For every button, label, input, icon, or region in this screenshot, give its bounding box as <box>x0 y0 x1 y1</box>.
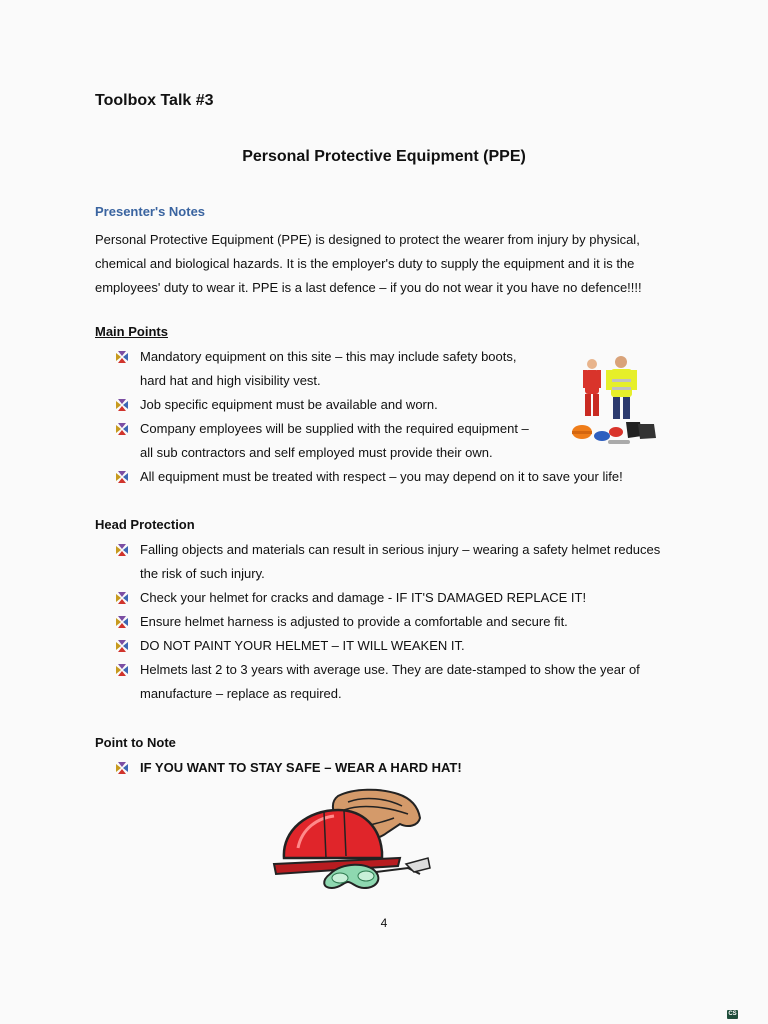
presenter-notes-text: Personal Protective Equipment (PPE) is designed to protect the wearer from injury by physical, chemical and biological hazards. It is the employer's duty to supply the equipment and it is the employees' duty to wear it. PPE is a last defence – if you do not wear it you have no defence!!!! <box>95 232 642 295</box>
list-item <box>116 634 676 658</box>
list-item <box>116 586 676 610</box>
list-item-text: Ensure helmet harness is adjusted to provide a comfortable and secure fit. <box>140 614 568 629</box>
list-item <box>116 465 680 489</box>
list-item-text: IF YOU WANT TO STAY SAFE – WEAR A HARD HAT! <box>140 760 462 775</box>
point-to-note-heading: Point to Note <box>95 735 176 750</box>
main-points-heading: Main Points <box>95 324 168 339</box>
list-item <box>116 538 676 586</box>
arrow-bullet-icon <box>116 471 128 483</box>
list-item-text: Company employees will be supplied with the required equipment – all sub contractors and self employed must provide their own. <box>140 421 529 460</box>
list-item-text: Job specific equipment must be available and worn. <box>140 397 438 412</box>
head-protection-heading: Head Protection <box>95 517 195 532</box>
list-item <box>116 610 676 634</box>
ppe-workers-illustration <box>568 352 660 452</box>
head-protection-list <box>116 538 676 706</box>
list-item <box>116 756 676 780</box>
arrow-bullet-icon <box>116 640 128 652</box>
list-item <box>116 417 536 465</box>
document-heading: Toolbox Talk #3 <box>95 92 214 109</box>
arrow-bullet-icon <box>116 399 128 411</box>
document-title: Personal Protective Equipment (PPE) <box>242 148 526 165</box>
list-item <box>116 658 676 706</box>
list-item-text: Mandatory equipment on this site – this may include safety boots, hard hat and high visibility vest. <box>140 349 517 388</box>
arrow-bullet-icon <box>116 423 128 435</box>
list-item <box>116 393 536 417</box>
hard-hat-gloves-goggles-illustration <box>268 788 436 896</box>
page-number: 4 <box>380 916 388 930</box>
list-item-text: Check your helmet for cracks and damage - IF IT'S DAMAGED REPLACE IT! <box>140 590 587 605</box>
arrow-bullet-icon <box>116 592 128 604</box>
point-to-note-list <box>116 756 676 780</box>
list-item <box>116 345 536 393</box>
arrow-bullet-icon <box>116 664 128 676</box>
cs-badge-icon: CS <box>728 1011 737 1017</box>
list-item-text: Helmets last 2 to 3 years with average use. They are date-stamped to show the year of manufacture – replace as required. <box>140 662 640 701</box>
list-item-text: DO NOT PAINT YOUR HELMET – IT WILL WEAKEN IT. <box>140 638 465 653</box>
arrow-bullet-icon <box>116 544 128 556</box>
list-item-text: Falling objects and materials can result in serious injury – wearing a safety helmet reduces the risk of such injury. <box>140 542 661 581</box>
arrow-bullet-icon <box>116 616 128 628</box>
arrow-bullet-icon <box>116 762 128 774</box>
presenter-notes-label: Presenter's Notes <box>95 204 206 219</box>
main-points-list <box>116 345 623 489</box>
list-item-text: All equipment must be treated with respect – you may depend on it to save your life! <box>140 469 623 484</box>
arrow-bullet-icon <box>116 351 128 363</box>
